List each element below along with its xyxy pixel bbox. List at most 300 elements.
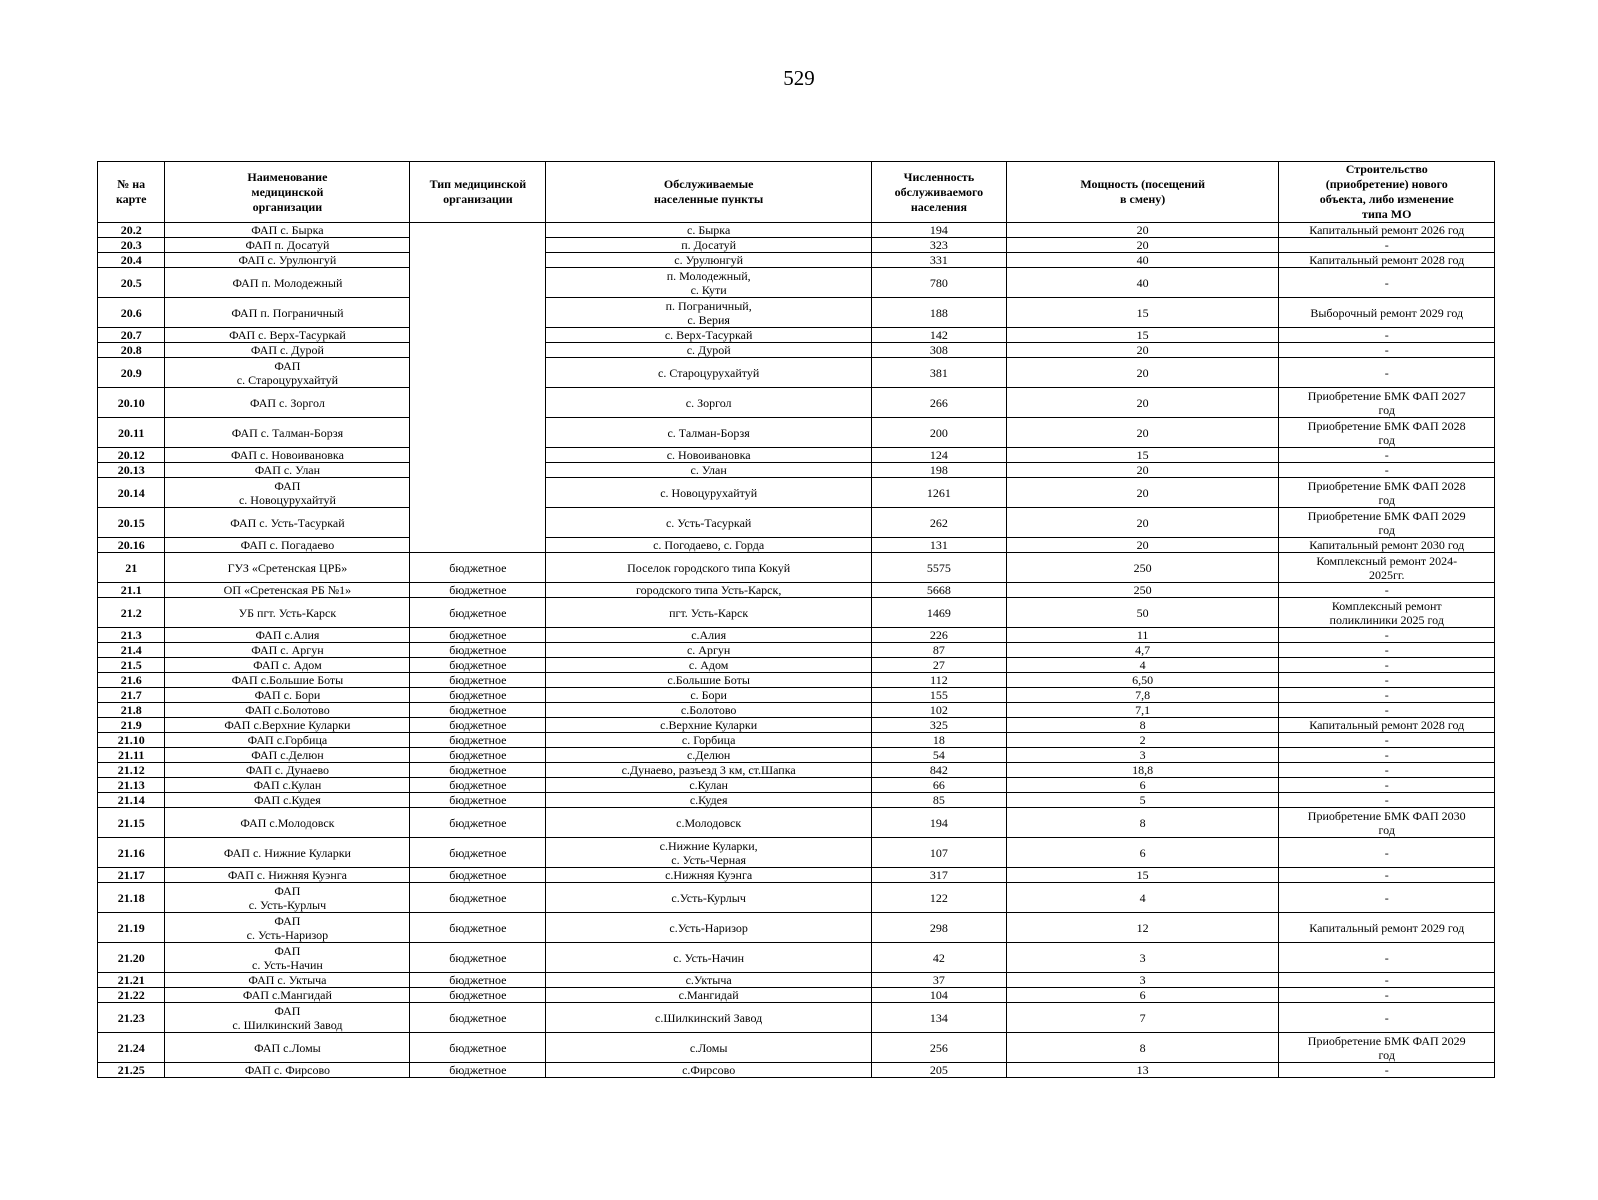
table-row xyxy=(98,343,1495,358)
cell-construction-plan: - xyxy=(1279,328,1495,343)
table-row xyxy=(98,1033,1495,1063)
cell-construction-plan: Приобретение БМК ФАП 2028 год xyxy=(1279,418,1495,448)
header-org-name: Наименование медицинской организации xyxy=(165,162,410,223)
cell-served-localities: с. Зоргол xyxy=(546,388,872,418)
cell-capacity: 50 xyxy=(1006,598,1279,628)
cell-served-localities: с.Верхние Куларки xyxy=(546,718,872,733)
cell-served-localities: с.Алия xyxy=(546,628,872,643)
table-row xyxy=(98,808,1495,838)
cell-org-type: бюджетное xyxy=(410,808,546,838)
cell-org-name: ФАП с.Горбица xyxy=(165,733,410,748)
cell-org-type: бюджетное xyxy=(410,868,546,883)
table-row xyxy=(98,538,1495,553)
cell-org-name: ФАП с. Урулюнгуй xyxy=(165,253,410,268)
cell-capacity: 3 xyxy=(1006,973,1279,988)
cell-served-localities: с.Шилкинский Завод xyxy=(546,1003,872,1033)
cell-map-number: 20.13 xyxy=(98,463,165,478)
cell-served-localities: с. Горбица xyxy=(546,733,872,748)
cell-construction-plan: - xyxy=(1279,973,1495,988)
cell-capacity: 20 xyxy=(1006,238,1279,253)
cell-capacity: 8 xyxy=(1006,1033,1279,1063)
cell-org-name: ФАП с. Нижние Куларки xyxy=(165,838,410,868)
cell-construction-plan: Капитальный ремонт 2028 год xyxy=(1279,718,1495,733)
table-body xyxy=(98,223,1495,1078)
cell-population: 131 xyxy=(872,538,1007,553)
cell-served-localities: с. Усть-Тасуркай xyxy=(546,508,872,538)
cell-population: 107 xyxy=(872,838,1007,868)
cell-served-localities: с.Усть-Наризор xyxy=(546,913,872,943)
cell-served-localities: с. Бори xyxy=(546,688,872,703)
cell-org-name: ФАП с.Большие Боты xyxy=(165,673,410,688)
cell-served-localities: с. Погодаево, с. Горда xyxy=(546,538,872,553)
cell-map-number: 21.5 xyxy=(98,658,165,673)
table-row xyxy=(98,913,1495,943)
cell-org-type: бюджетное xyxy=(410,913,546,943)
cell-construction-plan: - xyxy=(1279,268,1495,298)
cell-population: 256 xyxy=(872,1033,1007,1063)
cell-population: 5668 xyxy=(872,583,1007,598)
cell-population: 18 xyxy=(872,733,1007,748)
cell-construction-plan: - xyxy=(1279,868,1495,883)
cell-map-number: 20.10 xyxy=(98,388,165,418)
cell-capacity: 20 xyxy=(1006,508,1279,538)
cell-map-number: 21.24 xyxy=(98,1033,165,1063)
cell-served-localities: с.Молодовск xyxy=(546,808,872,838)
table-row xyxy=(98,868,1495,883)
cell-map-number: 20.5 xyxy=(98,268,165,298)
cell-capacity: 15 xyxy=(1006,298,1279,328)
table-row xyxy=(98,793,1495,808)
cell-capacity: 40 xyxy=(1006,268,1279,298)
table-row xyxy=(98,943,1495,973)
cell-construction-plan: Приобретение БМК ФАП 2030 год xyxy=(1279,808,1495,838)
table-row xyxy=(98,388,1495,418)
cell-construction-plan: - xyxy=(1279,883,1495,913)
cell-org-name: ФАП с. Зоргол xyxy=(165,388,410,418)
cell-map-number: 21.21 xyxy=(98,973,165,988)
cell-served-localities: п. Досатуй xyxy=(546,238,872,253)
cell-org-type: бюджетное xyxy=(410,718,546,733)
cell-org-name: ФАП с. Уктыча xyxy=(165,973,410,988)
cell-capacity: 6 xyxy=(1006,988,1279,1003)
table-row xyxy=(98,703,1495,718)
table-row xyxy=(98,688,1495,703)
cell-org-name: ФАП с.Верхние Куларки xyxy=(165,718,410,733)
cell-population: 54 xyxy=(872,748,1007,763)
cell-map-number: 21.9 xyxy=(98,718,165,733)
cell-org-name: ФАП с. Усть-Тасуркай xyxy=(165,508,410,538)
cell-org-name: ФАП с. Дунаево xyxy=(165,763,410,778)
header-org-type: Тип медицинской организации xyxy=(410,162,546,223)
cell-org-name: ОП «Сретенская РБ №1» xyxy=(165,583,410,598)
cell-org-name: ФАП п. Пограничный xyxy=(165,298,410,328)
cell-served-localities: с. Новоивановка xyxy=(546,448,872,463)
cell-org-type: бюджетное xyxy=(410,643,546,658)
table-row xyxy=(98,763,1495,778)
cell-map-number: 21.12 xyxy=(98,763,165,778)
cell-served-localities: с. Талман-Борзя xyxy=(546,418,872,448)
cell-capacity: 6 xyxy=(1006,838,1279,868)
cell-population: 205 xyxy=(872,1063,1007,1078)
page-number: 529 xyxy=(783,66,815,90)
cell-org-name: ФАП п. Досатуй xyxy=(165,238,410,253)
table-row xyxy=(98,508,1495,538)
cell-population: 124 xyxy=(872,448,1007,463)
cell-served-localities: с. Новоцурухайтуй xyxy=(546,478,872,508)
cell-population: 1469 xyxy=(872,598,1007,628)
cell-population: 317 xyxy=(872,868,1007,883)
cell-map-number: 21.22 xyxy=(98,988,165,1003)
cell-org-name: ФАП с. Нижняя Куэнга xyxy=(165,868,410,883)
table-row xyxy=(98,973,1495,988)
header-construction: Строительство (приобретение) нового объекта, либо изменение типа МО xyxy=(1279,162,1495,223)
cell-construction-plan: Комплексный ремонт 2024- 2025гг. xyxy=(1279,553,1495,583)
cell-population: 134 xyxy=(872,1003,1007,1033)
cell-org-type-merged xyxy=(410,223,546,553)
cell-map-number: 21.17 xyxy=(98,868,165,883)
cell-map-number: 21.25 xyxy=(98,1063,165,1078)
table-row xyxy=(98,733,1495,748)
cell-capacity: 13 xyxy=(1006,1063,1279,1078)
cell-map-number: 21.6 xyxy=(98,673,165,688)
cell-served-localities: с. Бырка xyxy=(546,223,872,238)
cell-population: 66 xyxy=(872,778,1007,793)
cell-map-number: 20.3 xyxy=(98,238,165,253)
cell-capacity: 20 xyxy=(1006,343,1279,358)
cell-construction-plan: - xyxy=(1279,583,1495,598)
cell-population: 42 xyxy=(872,943,1007,973)
cell-capacity: 4 xyxy=(1006,883,1279,913)
cell-capacity: 40 xyxy=(1006,253,1279,268)
cell-population: 842 xyxy=(872,763,1007,778)
cell-construction-plan: - xyxy=(1279,793,1495,808)
cell-served-localities: с. Урулюнгуй xyxy=(546,253,872,268)
cell-map-number: 21.16 xyxy=(98,838,165,868)
cell-population: 112 xyxy=(872,673,1007,688)
cell-capacity: 3 xyxy=(1006,748,1279,763)
cell-served-localities: с.Нижние Куларки, с. Усть-Черная xyxy=(546,838,872,868)
cell-population: 87 xyxy=(872,643,1007,658)
cell-construction-plan: - xyxy=(1279,748,1495,763)
cell-map-number: 20.11 xyxy=(98,418,165,448)
cell-map-number: 20.8 xyxy=(98,343,165,358)
cell-population: 1261 xyxy=(872,478,1007,508)
table-row xyxy=(98,253,1495,268)
cell-served-localities: с. Улан xyxy=(546,463,872,478)
table-row xyxy=(98,838,1495,868)
cell-capacity: 11 xyxy=(1006,628,1279,643)
cell-served-localities: с.Кулан xyxy=(546,778,872,793)
cell-population: 226 xyxy=(872,628,1007,643)
cell-org-type: бюджетное xyxy=(410,673,546,688)
cell-served-localities: с.Уктыча xyxy=(546,973,872,988)
cell-capacity: 2 xyxy=(1006,733,1279,748)
cell-org-type: бюджетное xyxy=(410,1003,546,1033)
cell-org-name: ФАП с. Бырка xyxy=(165,223,410,238)
cell-map-number: 21.23 xyxy=(98,1003,165,1033)
cell-capacity: 20 xyxy=(1006,478,1279,508)
cell-population: 381 xyxy=(872,358,1007,388)
cell-served-localities: п. Молодежный, с. Кути xyxy=(546,268,872,298)
cell-org-type: бюджетное xyxy=(410,973,546,988)
table-row xyxy=(98,718,1495,733)
table-row xyxy=(98,418,1495,448)
table-row xyxy=(98,778,1495,793)
cell-population: 104 xyxy=(872,988,1007,1003)
cell-construction-plan: Приобретение БМК ФАП 2028 год xyxy=(1279,478,1495,508)
cell-org-name: ФАП с. Талман-Борзя xyxy=(165,418,410,448)
cell-org-name: ФАП с. Шилкинский Завод xyxy=(165,1003,410,1033)
cell-construction-plan: Капитальный ремонт 2029 год xyxy=(1279,913,1495,943)
cell-org-type: бюджетное xyxy=(410,793,546,808)
table-row xyxy=(98,553,1495,583)
cell-map-number: 20.7 xyxy=(98,328,165,343)
cell-served-localities: с.Дунаево, разъезд 3 км, ст.Шапка xyxy=(546,763,872,778)
cell-construction-plan: Приобретение БМК ФАП 2027 год xyxy=(1279,388,1495,418)
cell-served-localities: с. Верх-Тасуркай xyxy=(546,328,872,343)
cell-construction-plan: - xyxy=(1279,658,1495,673)
table-row xyxy=(98,448,1495,463)
cell-served-localities: с.Большие Боты xyxy=(546,673,872,688)
cell-org-type: бюджетное xyxy=(410,1063,546,1078)
cell-org-name: ФАП с. Аргун xyxy=(165,643,410,658)
cell-map-number: 20.2 xyxy=(98,223,165,238)
cell-construction-plan: Капитальный ремонт 2028 год xyxy=(1279,253,1495,268)
cell-map-number: 20.15 xyxy=(98,508,165,538)
cell-served-localities: Поселок городского типа Кокуй xyxy=(546,553,872,583)
cell-org-type: бюджетное xyxy=(410,598,546,628)
cell-construction-plan: - xyxy=(1279,628,1495,643)
cell-org-name: ФАП с. Верх-Тасуркай xyxy=(165,328,410,343)
cell-org-name: УБ пгт. Усть-Карск xyxy=(165,598,410,628)
table-row xyxy=(98,328,1495,343)
table-row xyxy=(98,628,1495,643)
cell-capacity: 20 xyxy=(1006,388,1279,418)
cell-org-type: бюджетное xyxy=(410,583,546,598)
cell-capacity: 18,8 xyxy=(1006,763,1279,778)
cell-construction-plan: - xyxy=(1279,1063,1495,1078)
cell-population: 142 xyxy=(872,328,1007,343)
cell-population: 308 xyxy=(872,343,1007,358)
table-row xyxy=(98,988,1495,1003)
cell-org-name: ФАП с. Новоцурухайтуй xyxy=(165,478,410,508)
cell-served-localities: с.Делюн xyxy=(546,748,872,763)
cell-capacity: 15 xyxy=(1006,448,1279,463)
cell-served-localities: с.Фирсово xyxy=(546,1063,872,1078)
cell-org-name: ФАП с. Староцурухайтуй xyxy=(165,358,410,388)
cell-map-number: 21.7 xyxy=(98,688,165,703)
cell-capacity: 15 xyxy=(1006,868,1279,883)
cell-capacity: 7 xyxy=(1006,1003,1279,1033)
cell-construction-plan: - xyxy=(1279,763,1495,778)
table-row xyxy=(98,883,1495,913)
cell-capacity: 12 xyxy=(1006,913,1279,943)
cell-org-name: ФАП п. Молодежный xyxy=(165,268,410,298)
cell-construction-plan: Комплексный ремонт поликлиники 2025 год xyxy=(1279,598,1495,628)
cell-org-name: ФАП с. Усть-Курлыч xyxy=(165,883,410,913)
cell-map-number: 21.13 xyxy=(98,778,165,793)
table-row xyxy=(98,673,1495,688)
cell-map-number: 20.4 xyxy=(98,253,165,268)
cell-capacity: 20 xyxy=(1006,358,1279,388)
cell-construction-plan: - xyxy=(1279,778,1495,793)
cell-capacity: 7,8 xyxy=(1006,688,1279,703)
cell-org-name: ФАП с.Кулан xyxy=(165,778,410,793)
cell-org-type: бюджетное xyxy=(410,838,546,868)
cell-served-localities: с. Дурой xyxy=(546,343,872,358)
cell-population: 200 xyxy=(872,418,1007,448)
cell-population: 5575 xyxy=(872,553,1007,583)
cell-org-type: бюджетное xyxy=(410,748,546,763)
cell-construction-plan: - xyxy=(1279,703,1495,718)
cell-served-localities: с.Нижняя Куэнга xyxy=(546,868,872,883)
cell-org-type: бюджетное xyxy=(410,688,546,703)
medical-organizations-table xyxy=(97,161,1495,1078)
cell-map-number: 20.12 xyxy=(98,448,165,463)
cell-population: 155 xyxy=(872,688,1007,703)
cell-map-number: 21.4 xyxy=(98,643,165,658)
cell-population: 122 xyxy=(872,883,1007,913)
cell-population: 85 xyxy=(872,793,1007,808)
cell-served-localities: с. Адом xyxy=(546,658,872,673)
cell-capacity: 20 xyxy=(1006,538,1279,553)
cell-capacity: 20 xyxy=(1006,463,1279,478)
cell-population: 194 xyxy=(872,223,1007,238)
cell-capacity: 6,50 xyxy=(1006,673,1279,688)
cell-org-type: бюджетное xyxy=(410,733,546,748)
cell-org-name: ФАП с. Адом xyxy=(165,658,410,673)
cell-map-number: 20.9 xyxy=(98,358,165,388)
cell-org-type: бюджетное xyxy=(410,703,546,718)
header-served-localities: Обслуживаемые населенные пункты xyxy=(546,162,872,223)
cell-map-number: 21 xyxy=(98,553,165,583)
cell-served-localities: с.Мангидай xyxy=(546,988,872,1003)
cell-map-number: 21.20 xyxy=(98,943,165,973)
header-row xyxy=(98,162,1495,223)
cell-org-type: бюджетное xyxy=(410,658,546,673)
cell-population: 298 xyxy=(872,913,1007,943)
cell-org-name: ФАП с. Усть-Наризор xyxy=(165,913,410,943)
cell-capacity: 3 xyxy=(1006,943,1279,973)
cell-capacity: 7,1 xyxy=(1006,703,1279,718)
table-row xyxy=(98,463,1495,478)
cell-population: 325 xyxy=(872,718,1007,733)
cell-map-number: 21.19 xyxy=(98,913,165,943)
cell-served-localities: п. Пограничный, с. Верия xyxy=(546,298,872,328)
table-row xyxy=(98,1063,1495,1078)
cell-org-name: ФАП с. Погадаево xyxy=(165,538,410,553)
cell-capacity: 5 xyxy=(1006,793,1279,808)
table-row xyxy=(98,583,1495,598)
cell-map-number: 21.11 xyxy=(98,748,165,763)
cell-org-name: ФАП с. Новоивановка xyxy=(165,448,410,463)
header-population: Численность обслуживаемого населения xyxy=(872,162,1007,223)
cell-map-number: 21.10 xyxy=(98,733,165,748)
cell-construction-plan: - xyxy=(1279,673,1495,688)
cell-construction-plan: Капитальный ремонт 2026 год xyxy=(1279,223,1495,238)
cell-org-name: ФАП с. Усть-Начин xyxy=(165,943,410,973)
header-capacity: Мощность (посещений в смену) xyxy=(1006,162,1279,223)
table-row xyxy=(98,478,1495,508)
cell-org-name: ГУЗ «Сретенская ЦРБ» xyxy=(165,553,410,583)
cell-org-type: бюджетное xyxy=(410,628,546,643)
cell-construction-plan: - xyxy=(1279,988,1495,1003)
cell-map-number: 21.1 xyxy=(98,583,165,598)
cell-construction-plan: - xyxy=(1279,358,1495,388)
cell-map-number: 21.2 xyxy=(98,598,165,628)
cell-construction-plan: - xyxy=(1279,838,1495,868)
cell-served-localities: с. Староцурухайтуй xyxy=(546,358,872,388)
table-row xyxy=(98,658,1495,673)
cell-construction-plan: - xyxy=(1279,733,1495,748)
cell-map-number: 21.14 xyxy=(98,793,165,808)
cell-construction-plan: - xyxy=(1279,448,1495,463)
cell-served-localities: с.Болотово xyxy=(546,703,872,718)
cell-construction-plan: Приобретение БМК ФАП 2029 год xyxy=(1279,1033,1495,1063)
cell-capacity: 15 xyxy=(1006,328,1279,343)
cell-map-number: 20.14 xyxy=(98,478,165,508)
cell-org-name: ФАП с.Кудея xyxy=(165,793,410,808)
table-row xyxy=(98,223,1495,238)
cell-org-name: ФАП с. Дурой xyxy=(165,343,410,358)
table-row xyxy=(98,238,1495,253)
cell-org-type: бюджетное xyxy=(410,988,546,1003)
cell-map-number: 21.18 xyxy=(98,883,165,913)
cell-served-localities: городского типа Усть-Карск, xyxy=(546,583,872,598)
cell-construction-plan: Капитальный ремонт 2030 год xyxy=(1279,538,1495,553)
cell-map-number: 21.8 xyxy=(98,703,165,718)
cell-population: 194 xyxy=(872,808,1007,838)
cell-construction-plan: - xyxy=(1279,238,1495,253)
cell-construction-plan: - xyxy=(1279,463,1495,478)
cell-capacity: 8 xyxy=(1006,718,1279,733)
cell-construction-plan: - xyxy=(1279,343,1495,358)
cell-population: 27 xyxy=(872,658,1007,673)
cell-capacity: 20 xyxy=(1006,223,1279,238)
cell-construction-plan: - xyxy=(1279,943,1495,973)
cell-map-number: 21.3 xyxy=(98,628,165,643)
cell-capacity: 250 xyxy=(1006,583,1279,598)
cell-construction-plan: Приобретение БМК ФАП 2029 год xyxy=(1279,508,1495,538)
cell-org-name: ФАП с.Алия xyxy=(165,628,410,643)
cell-population: 323 xyxy=(872,238,1007,253)
cell-org-type: бюджетное xyxy=(410,1033,546,1063)
cell-map-number: 20.6 xyxy=(98,298,165,328)
cell-construction-plan: Выборочный ремонт 2029 год xyxy=(1279,298,1495,328)
cell-capacity: 8 xyxy=(1006,808,1279,838)
cell-capacity: 6 xyxy=(1006,778,1279,793)
cell-construction-plan: - xyxy=(1279,1003,1495,1033)
cell-capacity: 4,7 xyxy=(1006,643,1279,658)
cell-org-type: бюджетное xyxy=(410,778,546,793)
cell-org-type: бюджетное xyxy=(410,883,546,913)
cell-org-name: ФАП с. Фирсово xyxy=(165,1063,410,1078)
cell-org-name: ФАП с.Молодовск xyxy=(165,808,410,838)
header-map-number: № на карте xyxy=(98,162,165,223)
cell-population: 780 xyxy=(872,268,1007,298)
cell-population: 188 xyxy=(872,298,1007,328)
cell-org-name: ФАП с.Болотово xyxy=(165,703,410,718)
cell-map-number: 21.15 xyxy=(98,808,165,838)
cell-org-name: ФАП с. Улан xyxy=(165,463,410,478)
cell-population: 266 xyxy=(872,388,1007,418)
cell-population: 262 xyxy=(872,508,1007,538)
cell-org-name: ФАП с.Ломы xyxy=(165,1033,410,1063)
table-row xyxy=(98,268,1495,298)
table-row xyxy=(98,598,1495,628)
cell-construction-plan: - xyxy=(1279,688,1495,703)
cell-org-name: ФАП с. Бори xyxy=(165,688,410,703)
